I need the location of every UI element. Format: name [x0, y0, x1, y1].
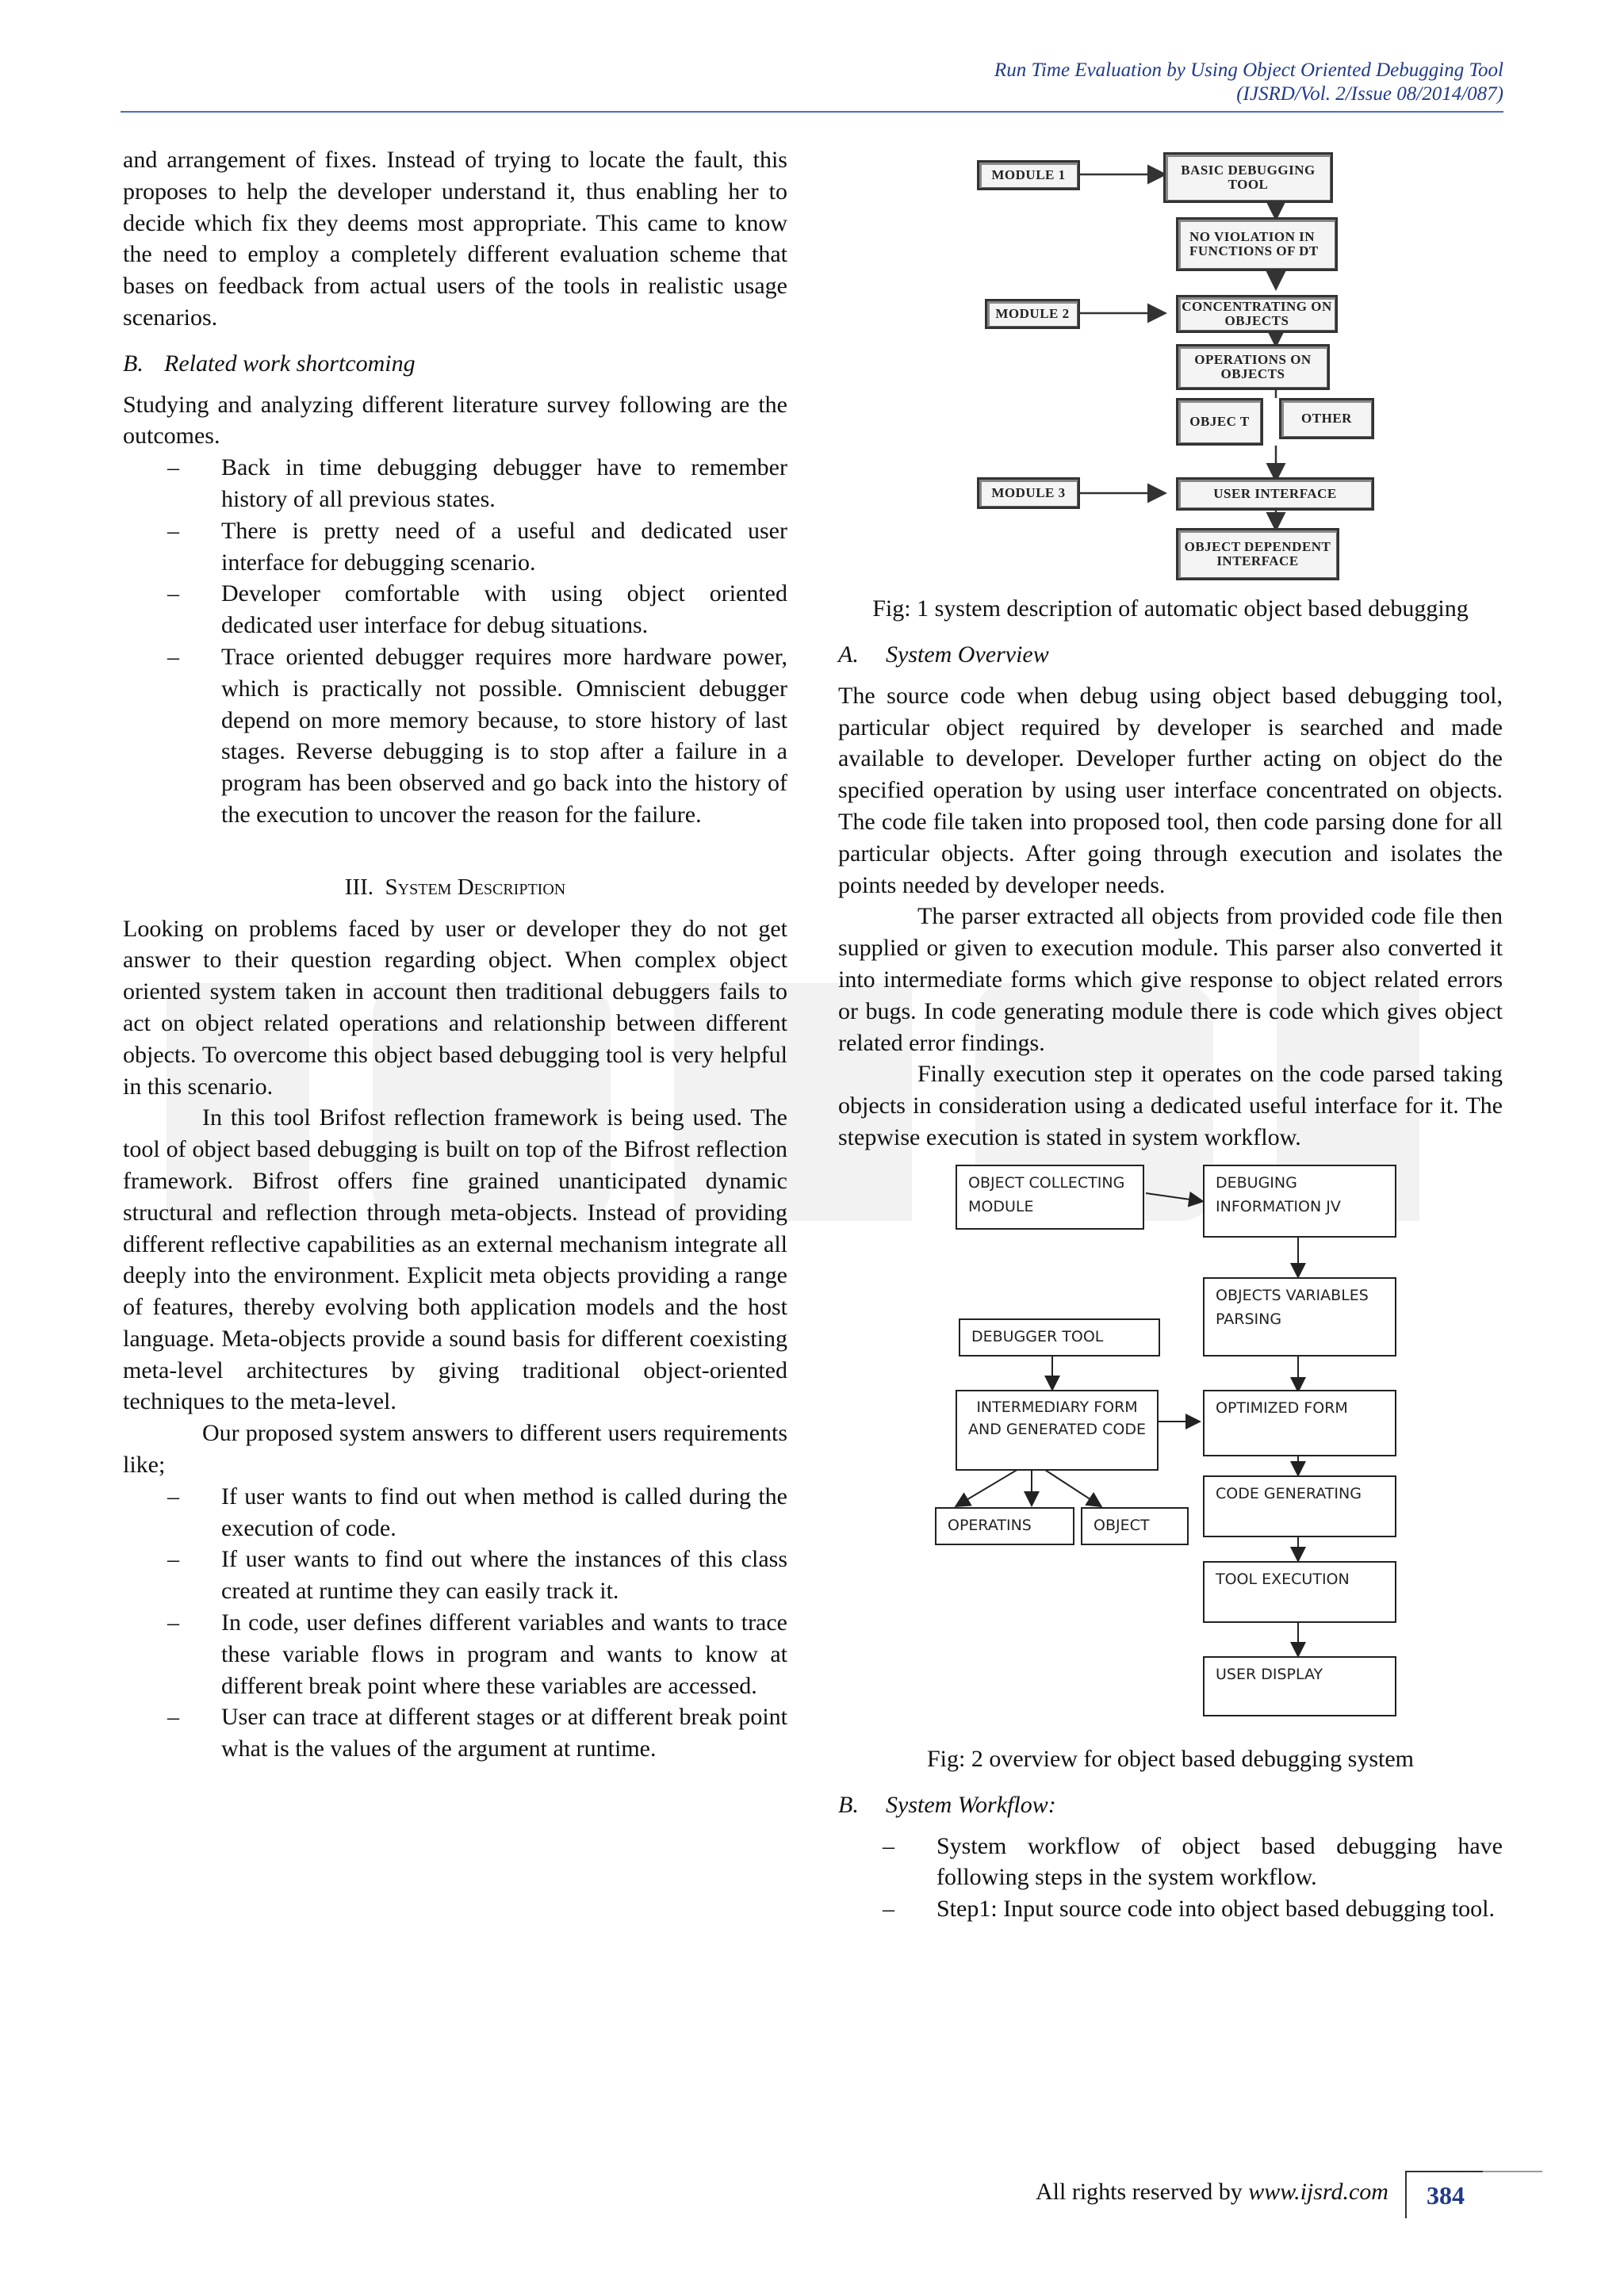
header-rule: [121, 111, 1503, 113]
list-item: – Back in time debugging debugger have to remember history of all previous states.: [221, 452, 787, 515]
related-work-title: Related work shortcoming: [164, 350, 416, 377]
object-box: OBJEC T: [1176, 398, 1263, 446]
intro-paragraph: and arrangement of fixes. Instead of trying to locate the fault, this proposes to help the developer understand it, thus enabling her to decide which fix they deems most appropriate. This came to know the need to employ a completely different evaluation scheme that bases on feedback from actual users of the tools in realistic usage scenarios.: [123, 147, 787, 331]
user-display-box: USER DISPLAY: [1203, 1656, 1396, 1716]
related-work-number: B.: [123, 350, 144, 377]
connector: [1146, 1193, 1201, 1201]
module-3-box: MODULE 3: [977, 477, 1080, 509]
list-item: – Developer comfortable with using object oriented dedicated user interface for debug situations.: [221, 578, 787, 641]
object-box: OBJECT: [1081, 1507, 1189, 1545]
user-interface-box: USER INTERFACE: [1176, 477, 1374, 511]
system-workflow-heading: [838, 1789, 1503, 1821]
section-heading: [123, 872, 787, 904]
right-column: [838, 144, 1503, 1925]
header-journal: (IJSRD/Vol. 2/Issue 08/2014/087): [1236, 83, 1503, 105]
left-column: [123, 144, 787, 1765]
page-number: 384: [1405, 2171, 1484, 2218]
code-generating-box: CODE GENERATING: [1203, 1475, 1396, 1537]
object-dependent-interface-box: OBJECT DEPENDENT INTERFACE: [1176, 528, 1339, 580]
list-item: – If user wants to find out where the instances of this class created at runtime they can easily track it.: [221, 1544, 787, 1607]
footer-rule: [1483, 2171, 1542, 2172]
requirements-list: [123, 1481, 787, 1765]
figure-1: [838, 144, 1503, 588]
figure-2-connectors: [838, 1160, 1503, 1739]
operations-on-objects-box: OPERATIONS ON OBJECTS: [1176, 344, 1330, 390]
concentrating-box: CONCENTRATING ON OBJECTS: [1176, 295, 1338, 333]
operations-box: OPERATINS: [935, 1507, 1074, 1545]
section-paragraph-1: Looking on problems faced by user or developer they do not get answer to their question regarding object. When complex object oriented system taken in account then traditional debuggers fails to act on object related operations and relationship between different objects. To overcome this object based debugging tool is very helpful in this scenario.: [123, 915, 787, 1100]
overview-paragraph-3: Finally execution step it operates on the code parsed taking objects in consideration using a dedicated useful interface for it. The stepwise execution is stated in system workflow.: [838, 1061, 1503, 1150]
workflow-list: [838, 1831, 1503, 1925]
list-item: – System workflow of object based debugging have following steps in the system workflow.: [936, 1831, 1503, 1894]
overview-paragraph-1: The source code when debug using object based debugging tool, particular object required by developer is searched and made available to developer. Developer further acting on object do the specified operation by using user interface concentrated on objects. The code file taken into proposed tool, then code parsing done for all particular objects. After going through execution and isolates the points needed by developer needs.: [838, 682, 1503, 898]
section-number: III.: [344, 874, 374, 900]
list-item: – In code, user defines different variables and wants to trace these variable flows in program and wants to know at different break point where these variables are accessed.: [221, 1607, 787, 1701]
tool-execution-box: TOOL EXECUTION: [1203, 1561, 1396, 1623]
intermediary-form-box: INTERMEDIARY FORM AND GENERATED CODE: [956, 1390, 1159, 1471]
figure-1-caption: Fig: 1 system description of automatic object based debugging: [872, 595, 1469, 622]
no-violation-box: NO VIOLATION IN FUNCTIONS OF DT: [1176, 217, 1338, 271]
basic-debugging-tool-box: BASIC DEBUGGING TOOL: [1163, 152, 1333, 203]
related-work-heading: [123, 348, 787, 380]
system-overview-number: A.: [838, 641, 859, 668]
module-2-box: MODULE 2: [985, 299, 1080, 329]
list-item: – User can trace at different stages or at different break point what is the values of the argument at runtime.: [221, 1701, 787, 1765]
figure-2-caption: Fig: 2 overview for object based debugging system: [926, 1745, 1415, 1772]
system-overview-title: System Overview: [886, 641, 1049, 668]
overview-paragraph-2: The parser extracted all objects from provided code file then supplied or given to execution module. This parser also converted it into intermediate forms which give response to object related errors or bugs. In code generating module there is code which gives object related error findings.: [838, 903, 1503, 1056]
footer-rights-text: All rights reserved by: [1036, 2179, 1249, 2205]
debugging-info-box: DEBUGING INFORMATION JV: [1203, 1165, 1396, 1238]
debugger-tool-box: DEBUGGER TOOL: [959, 1318, 1160, 1357]
system-workflow-number: B.: [838, 1791, 859, 1818]
list-item: – There is pretty need of a useful and dedicated user interface for debugging scenario.: [221, 515, 787, 579]
related-work-lead: Studying and analyzing different literature survey following are the outcomes.: [123, 391, 787, 450]
section-title: System Description: [385, 874, 566, 900]
objects-variables-parsing-box: OBJECTS VARIABLES PARSING: [1203, 1277, 1396, 1357]
header-title: Run Time Evaluation by Using Object Oriented Debugging Tool: [994, 59, 1503, 81]
object-collecting-box: OBJECT COLLECTING MODULE: [956, 1165, 1144, 1230]
optimized-form-box: OPTIMIZED FORM: [1203, 1390, 1396, 1456]
system-overview-heading: [838, 639, 1503, 671]
module-1-box: MODULE 1: [977, 160, 1080, 190]
section-paragraph-3: Our proposed system answers to different users requirements like;: [123, 1420, 787, 1479]
figure-2: [838, 1160, 1503, 1739]
system-workflow-title: System Workflow:: [886, 1791, 1056, 1818]
footer-site-link[interactable]: www.ijsrd.com: [1248, 2179, 1388, 2205]
section-paragraph-2: In this tool Brifost reflection framework is being used. The tool of object based debugging is built on top of the Bifrost reflection framework. Bifrost offers fine grained unanticipated dynamic structural and reflection through meta-objects. Instead of providing different reflective capabilities as an external mechanism integrate all deeply into the environment. Explicit meta objects providing a range of features, thereby evolving both application models and the host language. Meta-objects provide a sound basis for different coexisting meta-level architectures by giving traditional object-oriented techniques to the meta-level.: [123, 1104, 787, 1415]
other-box: OTHER: [1279, 398, 1374, 439]
running-header: [994, 59, 1503, 106]
related-work-list: [123, 452, 787, 831]
list-item: – If user wants to find out when method is called during the execution of code.: [221, 1481, 787, 1544]
figure-1-connectors: [838, 144, 1503, 588]
list-item: – Step1: Input source code into object based debugging tool.: [936, 1893, 1503, 1925]
list-item: – Trace oriented debugger requires more hardware power, which is practically not possible. Omniscient debugger depend on more memory because, to store history of last stages. Reverse debugging is to stop after a failure in a program has been observed and go back into the history of the execution to uncover the reason for the failure.: [221, 641, 787, 831]
footer-rights: [1036, 2179, 1388, 2206]
